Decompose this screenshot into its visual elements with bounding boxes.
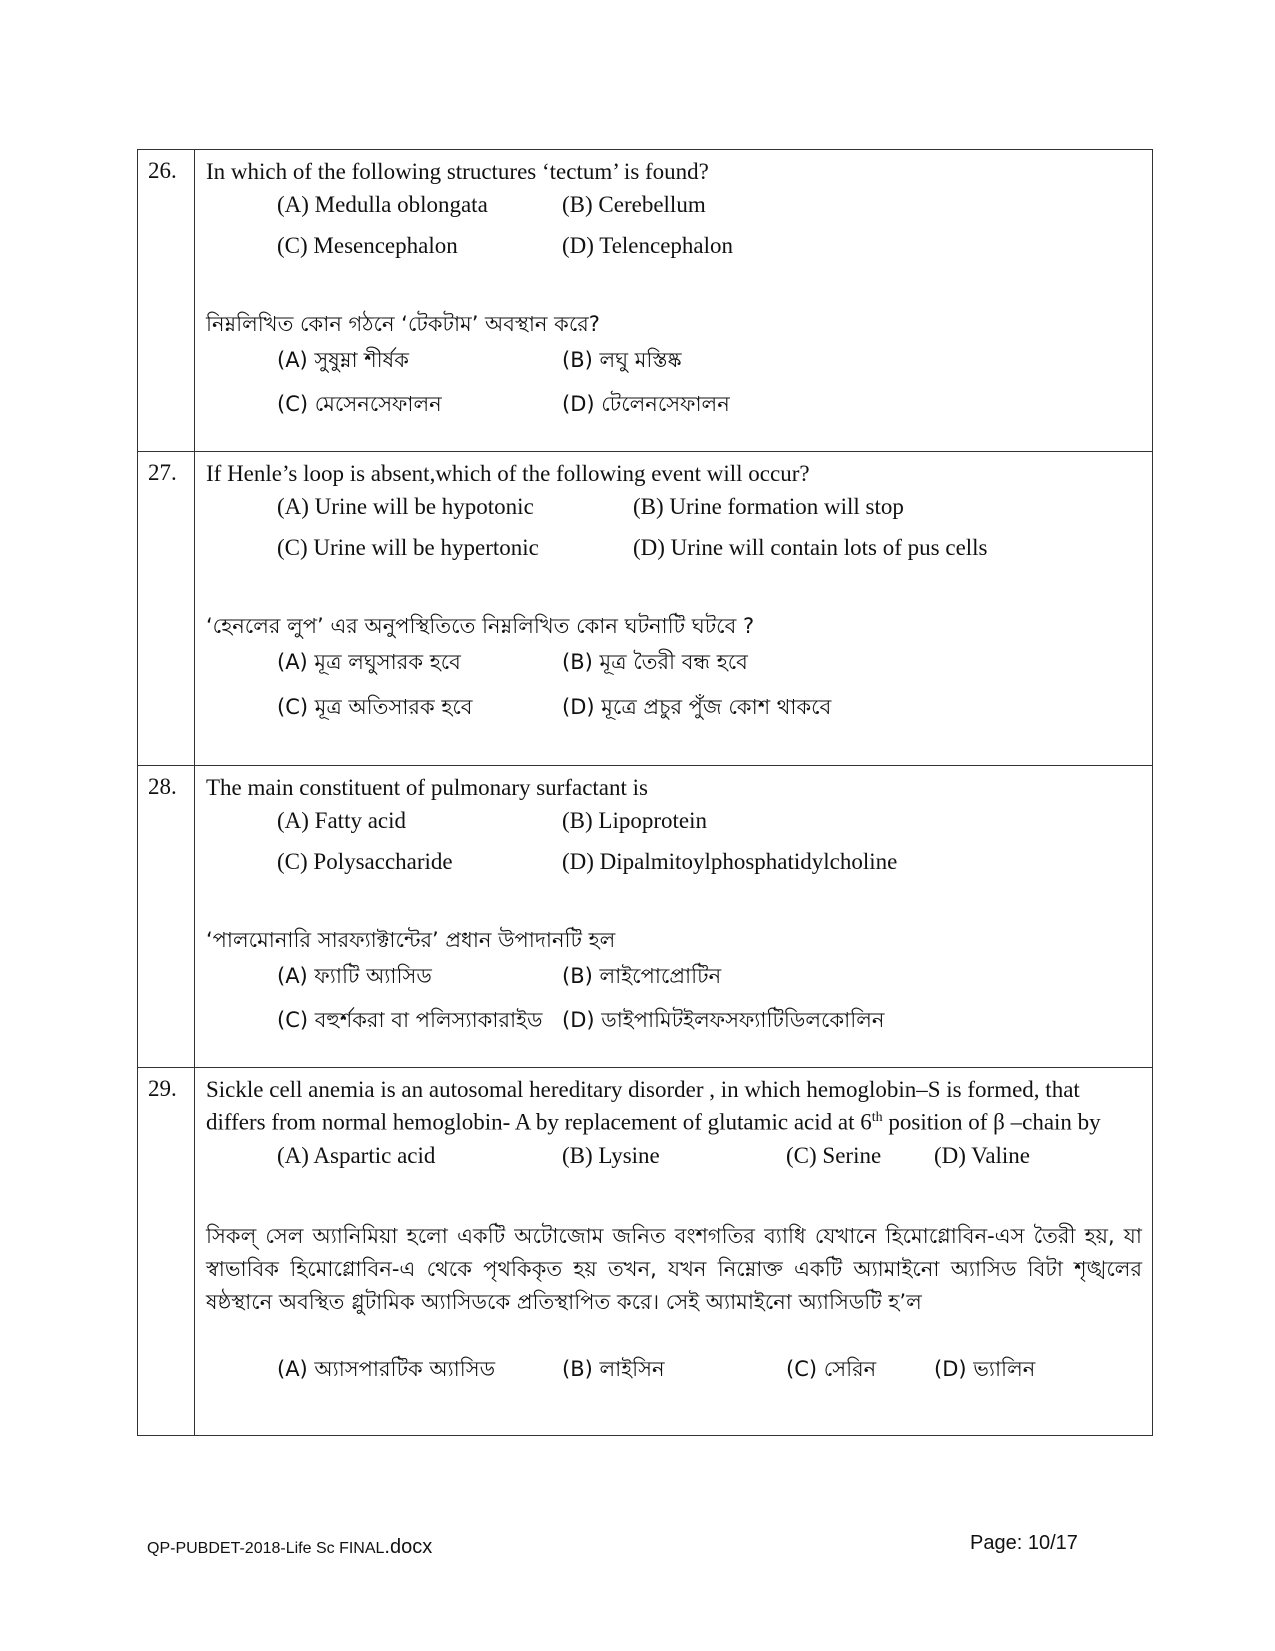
options-row xyxy=(206,227,1142,268)
options-row xyxy=(206,843,1142,884)
question-text-en: In which of the following structures ‘tectum’ is found? xyxy=(206,159,709,184)
question-row xyxy=(138,766,1153,1068)
option-c: (C) Polysaccharide xyxy=(277,849,453,874)
question-row xyxy=(138,150,1153,452)
option-d: (D) ভ্যালিন xyxy=(934,1356,1036,1381)
option-b: (B) Urine formation will stop xyxy=(633,494,904,519)
options-row xyxy=(206,1137,1142,1178)
options-row xyxy=(206,685,1142,730)
ordinal-suffix: th xyxy=(871,1110,883,1125)
option-a: (A) Medulla oblongata xyxy=(277,192,488,217)
option-d: (D) Valine xyxy=(934,1142,1031,1168)
page-number: Page: 10/17 xyxy=(970,1532,1078,1554)
question-text-bn: ‘হেনলের লুপ’ এর অনুপস্থিতিতে নিম্নলিখিত কোন ঘটনাটি ঘটবে ? xyxy=(206,614,755,638)
question-body xyxy=(195,1068,1153,1436)
option-c: (C) Serine xyxy=(786,1142,882,1168)
question-text-en: If Henle’s loop is absent,which of the following event will occur? xyxy=(206,461,810,486)
question-body xyxy=(195,766,1153,1068)
filename-extension: .docx xyxy=(384,1536,433,1558)
question-text-bn: ‘পালমোনারি সারফ্যাক্টান্টের’ প্রধান উপাদানটি হল xyxy=(206,928,616,952)
question-text-bn: নিম্নলিখিত কোন গঠনে ‘টেকটাম’ অবস্থান করে? xyxy=(206,312,600,336)
question-body xyxy=(195,150,1153,452)
option-a: (A) Fatty acid xyxy=(277,808,407,833)
options-row xyxy=(206,186,1142,227)
filename-text: QP-PUBDET-2018-Life Sc FINAL xyxy=(147,1540,385,1557)
option-a: (A) অ্যাসপারটিক অ্যাসিড xyxy=(277,1356,496,1381)
question-number: 27. xyxy=(138,452,195,766)
options-row xyxy=(206,529,1142,570)
options-row xyxy=(206,998,1142,1042)
option-b: (B) লঘু মস্তিষ্ক xyxy=(562,348,682,372)
question-number: 26. xyxy=(138,150,195,452)
option-b: (B) Lysine xyxy=(562,1142,660,1168)
option-b: (B) Cerebellum xyxy=(562,192,706,217)
options-row xyxy=(206,802,1142,843)
question-row xyxy=(138,452,1153,766)
options-row xyxy=(206,954,1142,998)
option-b: (B) Lipoprotein xyxy=(562,808,707,833)
question-text-part2: position of β –chain by xyxy=(882,1109,1101,1135)
option-c: (C) মেসেনসেফালন xyxy=(277,392,442,416)
option-d: (D) Telencephalon xyxy=(562,233,734,258)
question-number: 29. xyxy=(138,1068,195,1436)
option-c: (C) Mesencephalon xyxy=(277,233,458,258)
option-a: (A) Aspartic acid xyxy=(277,1142,436,1168)
option-d: (D) Dipalmitoylphosphatidylcholine xyxy=(562,849,898,874)
options-row xyxy=(206,382,1142,426)
question-body xyxy=(195,452,1153,766)
options-row xyxy=(206,338,1142,382)
option-c: (C) বহুর্শকরা বা পলিস্যাকারাইড xyxy=(277,1008,543,1032)
option-d: (D) টেলেনসেফালন xyxy=(562,392,730,416)
options-row xyxy=(206,1347,1142,1391)
options-row xyxy=(206,640,1142,685)
option-b: (B) মূত্র তৈরী বন্ধ হবে xyxy=(562,650,748,674)
question-text-part1: Sickle cell anemia is an autosomal hereditary disorder , in which hemoglobin–S is formed, that differs from normal hemoglobin- A by replacement of glutamic acid at 6 xyxy=(206,1077,1080,1135)
option-d: (D) ডাইপামিটইলফসফ্যাটিডিলকোলিন xyxy=(562,1008,885,1032)
option-a: (A) মূত্র লঘুসারক হবে xyxy=(277,650,461,674)
option-a: (A) Urine will be hypotonic xyxy=(277,494,534,519)
question-text-bn: সিকল্ সেল অ্যানিমিয়া হলো একটি অটোজোম জনিত বংশগতির ব্যাধি যেখানে হিমোগ্লোবিন-এস তৈরী হয়, যা স্বাভাবিক হিমোগ্লোবিন-এ থেকে পৃথকিকৃত হয় তখন, যখন নিম্নোক্ত একটি অ্যামাইনো অ্যাসিড বিটা শৃঙ্খলের ষষ্ঠস্থানে অবস্থিত গ্লুটামিক অ্যাসিডকে প্রতিস্থাপিত করে। সেই অ্যামাইনো অ্যাসিডটি হ’ল xyxy=(206,1223,1142,1314)
question-text-en: The main constituent of pulmonary surfactant is xyxy=(206,775,648,800)
option-c: (C) মূত্র অতিসারক হবে xyxy=(277,695,473,719)
question-number: 28. xyxy=(138,766,195,1068)
question-row xyxy=(138,1068,1153,1436)
question-text-en xyxy=(206,1076,1142,1137)
option-a: (A) সুষুম্না শীর্ষক xyxy=(277,348,409,372)
option-b: (B) লাইসিন xyxy=(562,1356,665,1381)
option-b: (B) লাইপোপ্রোটিন xyxy=(562,964,722,988)
option-c: (C) সেরিন xyxy=(786,1356,877,1381)
option-d: (D) Urine will contain lots of pus cells xyxy=(633,535,988,560)
option-a: (A) ফ্যাটি অ্যাসিড xyxy=(277,964,432,988)
footer-filename xyxy=(147,1536,432,1559)
options-row xyxy=(206,488,1142,529)
option-d: (D) মূত্রে প্রচুর পুঁজ কোশ থাকবে xyxy=(562,695,832,719)
question-table xyxy=(137,149,1153,1436)
option-c: (C) Urine will be hypertonic xyxy=(277,535,539,560)
